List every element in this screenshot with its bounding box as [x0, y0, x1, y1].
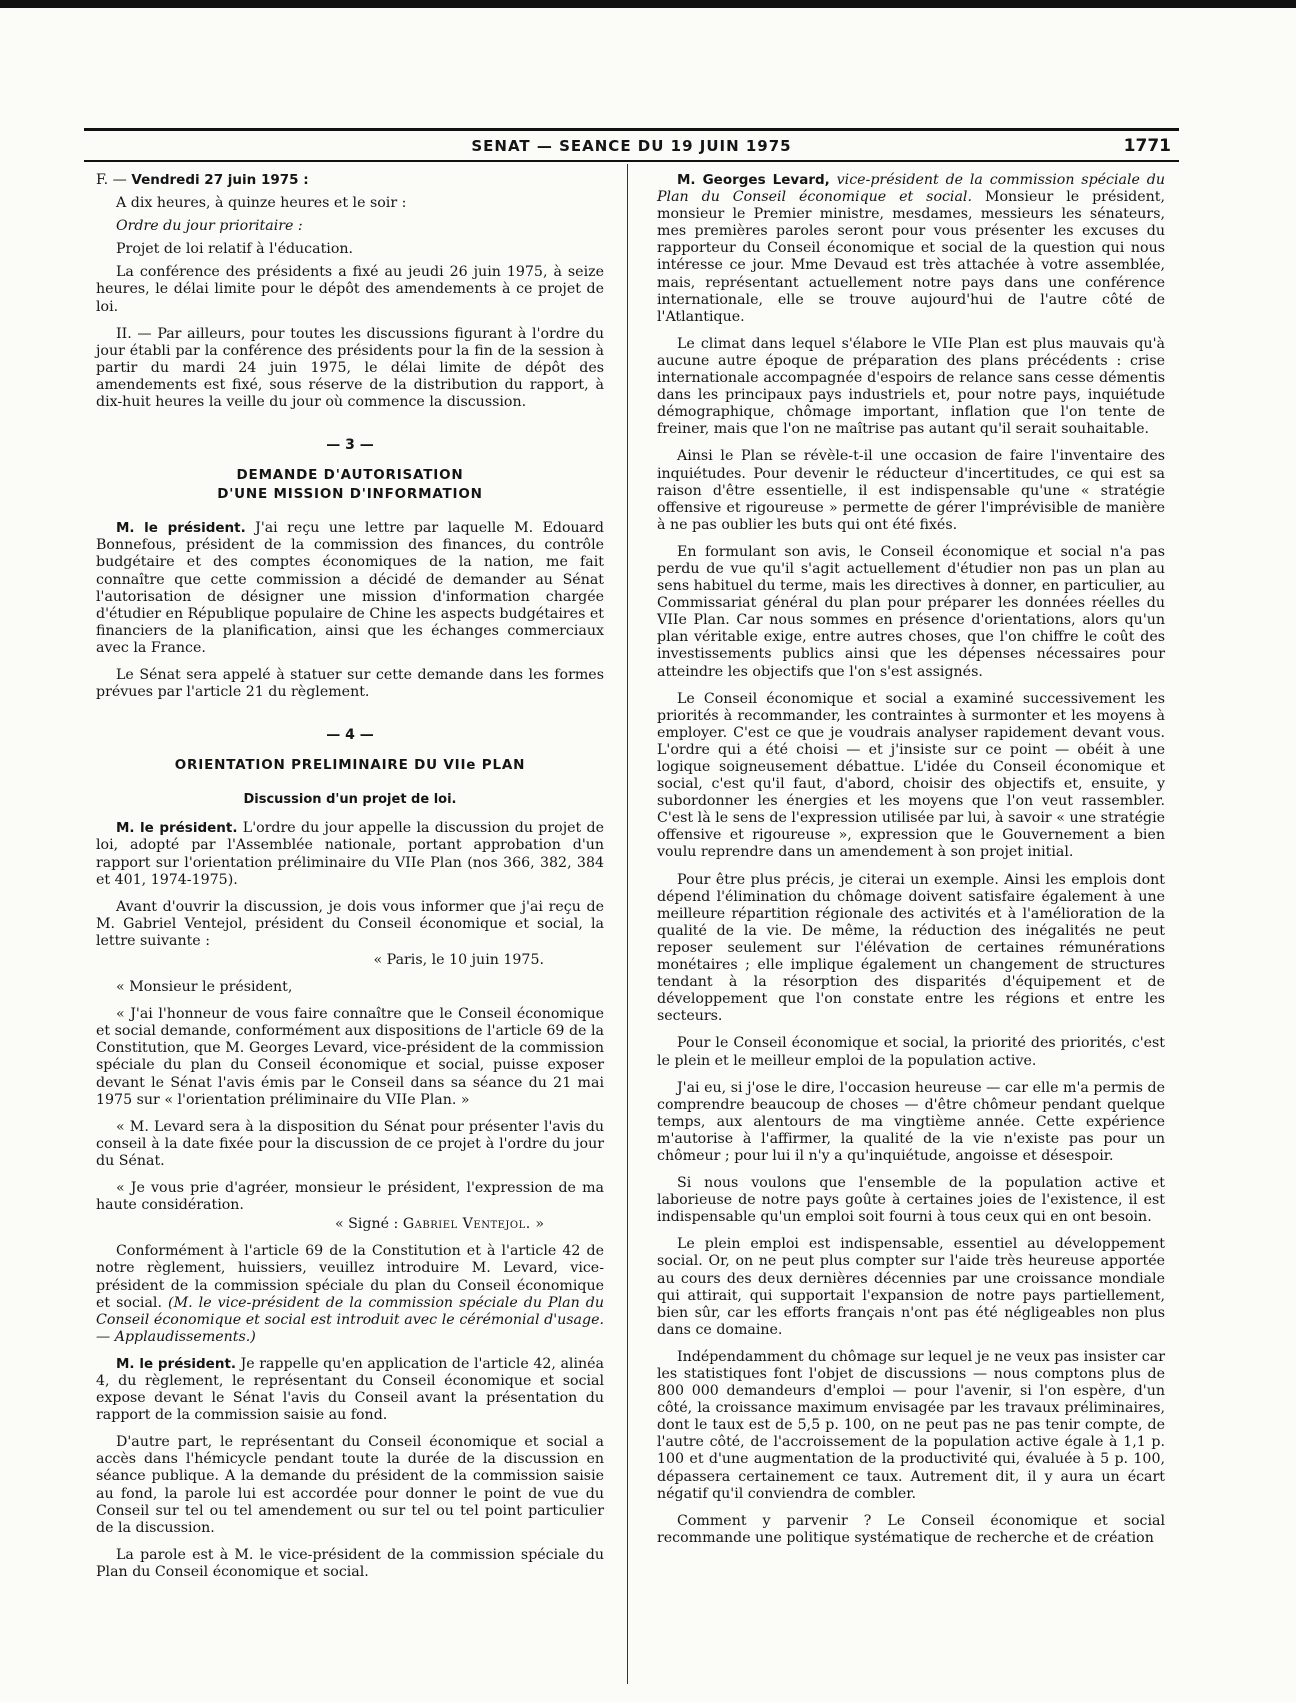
section-4-paragraph-4 [96, 1356, 604, 1424]
letter-date: « Paris, le 10 juin 1975. [373, 952, 544, 968]
agenda-order: Ordre du jour prioritaire : [116, 218, 303, 235]
section-3-paragraph-2: Le Sénat sera appelé à statuer sur cette demande dans les formes prévues par l'article 21 du règlement. [96, 666, 604, 701]
left-column [96, 172, 604, 1591]
signature-name: Gabriel Ventejol. [402, 1216, 531, 1233]
section-4-paragraph-6: La parole est à M. le vice-président de la commission spéciale du Plan du Conseil économique et social. [96, 1546, 604, 1580]
agenda-date: Vendredi 27 juin 1975 : [131, 172, 309, 188]
speaker-name: M. le président. [116, 520, 246, 537]
agenda-friday [96, 172, 604, 189]
letter-paragraph-2: « M. Levard sera à la disposition du Sénat pour présenter l'avis du conseil à la date fixée pour la discussion de ce projet à l'ordre du jour du Sénat. [96, 1118, 604, 1169]
right-paragraph-2: Le climat dans lequel s'élabore le VIIe Plan est plus mauvais qu'à aucune autre époque de préparation des plans précédents : crise internationale accompagnée d'espoirs de relance sans cesse démentis dans les principaux pays industriels et, pour notre pays, inquiétude démographique, chômage important, inflation que l'on tente de freiner, mais que l'on ne maîtrise pas autant qu'il serait souhaitable. [657, 335, 1165, 438]
column-divider [627, 164, 628, 1684]
speech-text: L'ordre du jour appelle la discussion du projet de loi, adopté par l'Assemblée nationale, portant approbation d'un rapport sur l'orientation préliminaire du VIIe Plan (nos 366, 382, 384 et 401, 1974-1975). [96, 820, 604, 888]
right-paragraph-12: Comment y parvenir ? Le Conseil économique et social recommande une politique systématique de recherche et de création [657, 1512, 1165, 1546]
stage-direction: (M. le vice-président de la commission spéciale du Plan du Conseil économique et social est introduit avec le cérémonial d'usage. — Applaudissements.) [96, 1294, 605, 1345]
section-4-paragraph-3 [96, 1243, 604, 1346]
letter-paragraph-1: « J'ai l'honneur de vous faire connaître que le Conseil économique et social demande, conformément aux dispositions de l'article 69 de la Constitution, que M. Georges Levard, vice-président de la commission spéciale du plan du Conseil économique et social, puisse exposer devant le Sénat l'avis émis par le Conseil dans sa séance du 21 mai 1975 sur « l'orientation préliminaire du VIIe Plan. » [96, 1006, 604, 1108]
right-paragraph-5: Le Conseil économique et social a examiné successivement les priorités à recommander, les contraintes à surmonter et les moyens à employer. C'est ce que je voudrais analyser rapidement devant vous. L'ordre qui a été choisi — et j'insiste sur ce point — obéit à une logique soigneusement débattue. L'idée du Conseil économique et social, c'est qu'il faut, d'abord, choisir des objectifs et, ensuite, y subordonner les énergies et les moyens que l'on veut rassembler. C'est là le sens de l'expression utilisée par lui, à savoir « une stratégie offensive et rigoureuse », expression que le Gouvernement a bien voulu reprendre dans un amendement à son projet initial. [657, 690, 1165, 861]
speech-text: Je rappelle qu'en application de l'article 42, alinéa 4, du règlement, le représentant du Conseil économique et social expose devant le Sénat l'avis du Conseil avant la présentation du rapport de la commission saisie au fond. [96, 1355, 604, 1424]
speech-text: Conformément à l'article 69 de la Constitution et à l'article 42 de notre règlement, huissiers, veuillez introduire M. Levard, vice-président de la commission spéciale du plan du Conseil économique et social. [96, 1243, 604, 1311]
section-3-title-line-1: DEMANDE D'AUTORISATION [236, 467, 464, 484]
right-paragraph-7: Pour le Conseil économique et social, la priorité des priorités, c'est le plein et le meilleur emploi de la population active. [657, 1035, 1165, 1069]
right-paragraph-11: Indépendamment du chômage sur lequel je ne veux pas insister car les statistiques font l'objet de discussions — nous comptons plus de 800 000 demandeurs d'emploi — pour l'avenir, si l'on espère, d'un côté, la croissance maximum envisagée par les travaux préliminaires, dont le taux est de 5,5 p. 100, on ne peut pas ne pas tenir compte, de l'autre côté, de l'accroissement de la population active égale à 1,1 p. 100 et d'une augmentation de la productivité qui, évaluée à 5 p. 100, dépassera certainement ce taux. Autrement dit, il y aura un écart négatif qu'il conviendra de combler. [657, 1348, 1165, 1502]
letter-salutation: « Monsieur le président, [116, 979, 293, 996]
section-3-title [96, 466, 604, 504]
signature-suffix: » [535, 1216, 544, 1233]
agenda-label: F. — [96, 172, 127, 188]
section-3-paragraph-1 [96, 520, 604, 657]
signature-prefix: « Signé : [334, 1216, 399, 1233]
right-paragraph-8: J'ai eu, si j'ose le dire, l'occasion heureuse — car elle m'a permis de comprendre beaucoup de choses — d'être chômeur pendant quelque temps, aux alentours de ma vingtième année. Cette expérience m'autorise à l'affirmer, la qualité de la vie n'existe pas pour un chômeur ; pour lui il n'y a qu'inquiétude, angoisse et désespoir. [657, 1079, 1165, 1164]
section-4-subtitle: Discussion d'un projet de loi. [243, 792, 457, 808]
right-paragraph-6: Pour être plus précis, je citerai un exemple. Ainsi les emplois dont dépend l'élimination du chômage doivent satisfaire également à une meilleure répartition régionale des activités et à l'amélioration de la qualité de la vie. De même, la réduction des inégalités ne peut reposer seulement sur l'élévation de certaines rémunérations monétaires ; elle implique également un changement de structures tendant à la résorption des disparités d'équipement et de développement que l'on constate entre les régions et entre les secteurs. [657, 871, 1165, 1025]
page-header [84, 128, 1179, 162]
speaker-role: vice-président de la commission spéciale du Plan du Conseil économique et social. [657, 172, 1165, 206]
speaker-name: M. le président. [116, 820, 238, 837]
right-paragraph-1 [657, 172, 1165, 326]
right-paragraph-10: Le plein emploi est indispensable, essentiel au développement social. Or, on ne peut plus compter sur l'aide très heureuse apportée au cours des deux dernières décennies par une croissance mondiale qui attirait, qui supportait l'expansion de notre pays partiellement, bien sûr, car les efforts français n'ont pas été négligeables non plus dans ce domaine. [657, 1236, 1165, 1338]
top-border [0, 0, 1296, 8]
right-column [657, 172, 1165, 1557]
section-4-paragraph-1 [96, 820, 604, 888]
right-paragraph-9: Si nous voulons que l'ensemble de la population active et laborieuse de notre pays goûte à certaines joies de l'existence, il est indispensable qu'un emploi soit fourni à tous ceux qui en ont besoin. [657, 1175, 1165, 1226]
agenda-project: Projet de loi relatif à l'éducation. [116, 241, 354, 258]
speech-text: J'ai reçu une lettre par laquelle M. Edouard Bonnefous, président de la commission des finances, du contrôle budgétaire et des comptes économiques de la nation, me fait connaître que cette commission a décidé de demander au Sénat l'autorisation de désigner une mission d'information chargée d'étudier en République populaire de Chine les aspects budgétaires et financiers de la planification, ainsi que les échanges commerciaux avec la France. [96, 520, 604, 656]
paragraph-ailleurs: II. — Par ailleurs, pour toutes les discussions figurant à l'ordre du jour établi par la conférence des présidents pour la fin de la session à partir du mardi 24 juin 1975, le délai limite de dépôt des amendements est fixé, sous réserve de la distribution du rapport, à dix-huit heures la veille du jour où commence la discussion. [96, 325, 604, 411]
letter-paragraph-3: « Je vous prie d'agréer, monsieur le président, l'expression de ma haute considération. [96, 1180, 604, 1214]
section-4-paragraph-2: Avant d'ouvrir la discussion, je dois vous informer que j'ai reçu de M. Gabriel Ventejol, président du Conseil économique et social, la lettre suivante : [96, 898, 604, 949]
page-number: 1771 [1123, 136, 1171, 156]
paragraph-conference: La conférence des présidents a fixé au jeudi 26 juin 1975, à seize heures, le délai limite pour le dépôt des amendements à ce projet de loi. [96, 264, 604, 315]
section-4-title: ORIENTATION PRELIMINAIRE DU VIIe PLAN [174, 757, 526, 774]
header-title: SENAT — SEANCE DU 19 JUIN 1975 [471, 137, 792, 155]
section-3-number: — 3 — [326, 437, 374, 454]
section-4-paragraph-5: D'autre part, le représentant du Conseil économique et social a accès dans l'hémicycle pendant toute la durée de la discussion en séance publique. A la demande du président de la commission saisie au fond, la parole lui est accordée pour donner le point de vue du Conseil sur tel ou tel amendement ou sur tel ou tel point particulier de la discussion. [96, 1434, 604, 1536]
section-3-title-line-2: D'UNE MISSION D'INFORMATION [217, 486, 483, 503]
speaker-name: M. Georges Levard, [677, 172, 830, 188]
right-paragraph-4: En formulant son avis, le Conseil économique et social n'a pas perdu de vue qu'il s'agit actuellement d'étudier non pas un plan au sens habituel du terme, mais les directives à donner, en particulier, au Commissariat général du plan pour préparer les données réelles du VIIe Plan. Car nous sommes en présence d'orientations, alors qu'un plan véritable exige, entre autres choses, que l'on chiffre le coût des investissements publics ainsi que les dépenses nécessaires pour atteindre les objectifs que l'on s'est assignés. [657, 543, 1165, 680]
section-4-number: — 4 — [326, 727, 374, 744]
letter-signature [96, 1216, 604, 1233]
speech-text: Monsieur le président, monsieur le Premier ministre, mesdames, messieurs les sénateurs, mes premières paroles seront pour vous présenter les excuses du rapporteur du Conseil économique et social de la question qui nous intéresse ce jour. Mme Devaud est très attachée à votre assemblée, mais, représentant actuellement notre pays dans une conférence internationale, elle se trouve aujourd'hui de l'autre côté de l'Atlantique. [657, 189, 1166, 325]
speaker-name: M. le président. [116, 1355, 237, 1372]
agenda-hours: A dix heures, à quinze heures et le soir : [116, 195, 407, 212]
right-paragraph-3: Ainsi le Plan se révèle-t-il une occasion de faire l'inventaire des inquiétudes. Pour devenir le réducteur d'incertitudes, ce qui est sa raison d'être essentielle, il est indispensable qu'une « stratégie offensive et rigoureuse » permette de gérer l'imprévisible de manière à ne pas oublier les buts qui ont été fixés. [657, 448, 1165, 533]
